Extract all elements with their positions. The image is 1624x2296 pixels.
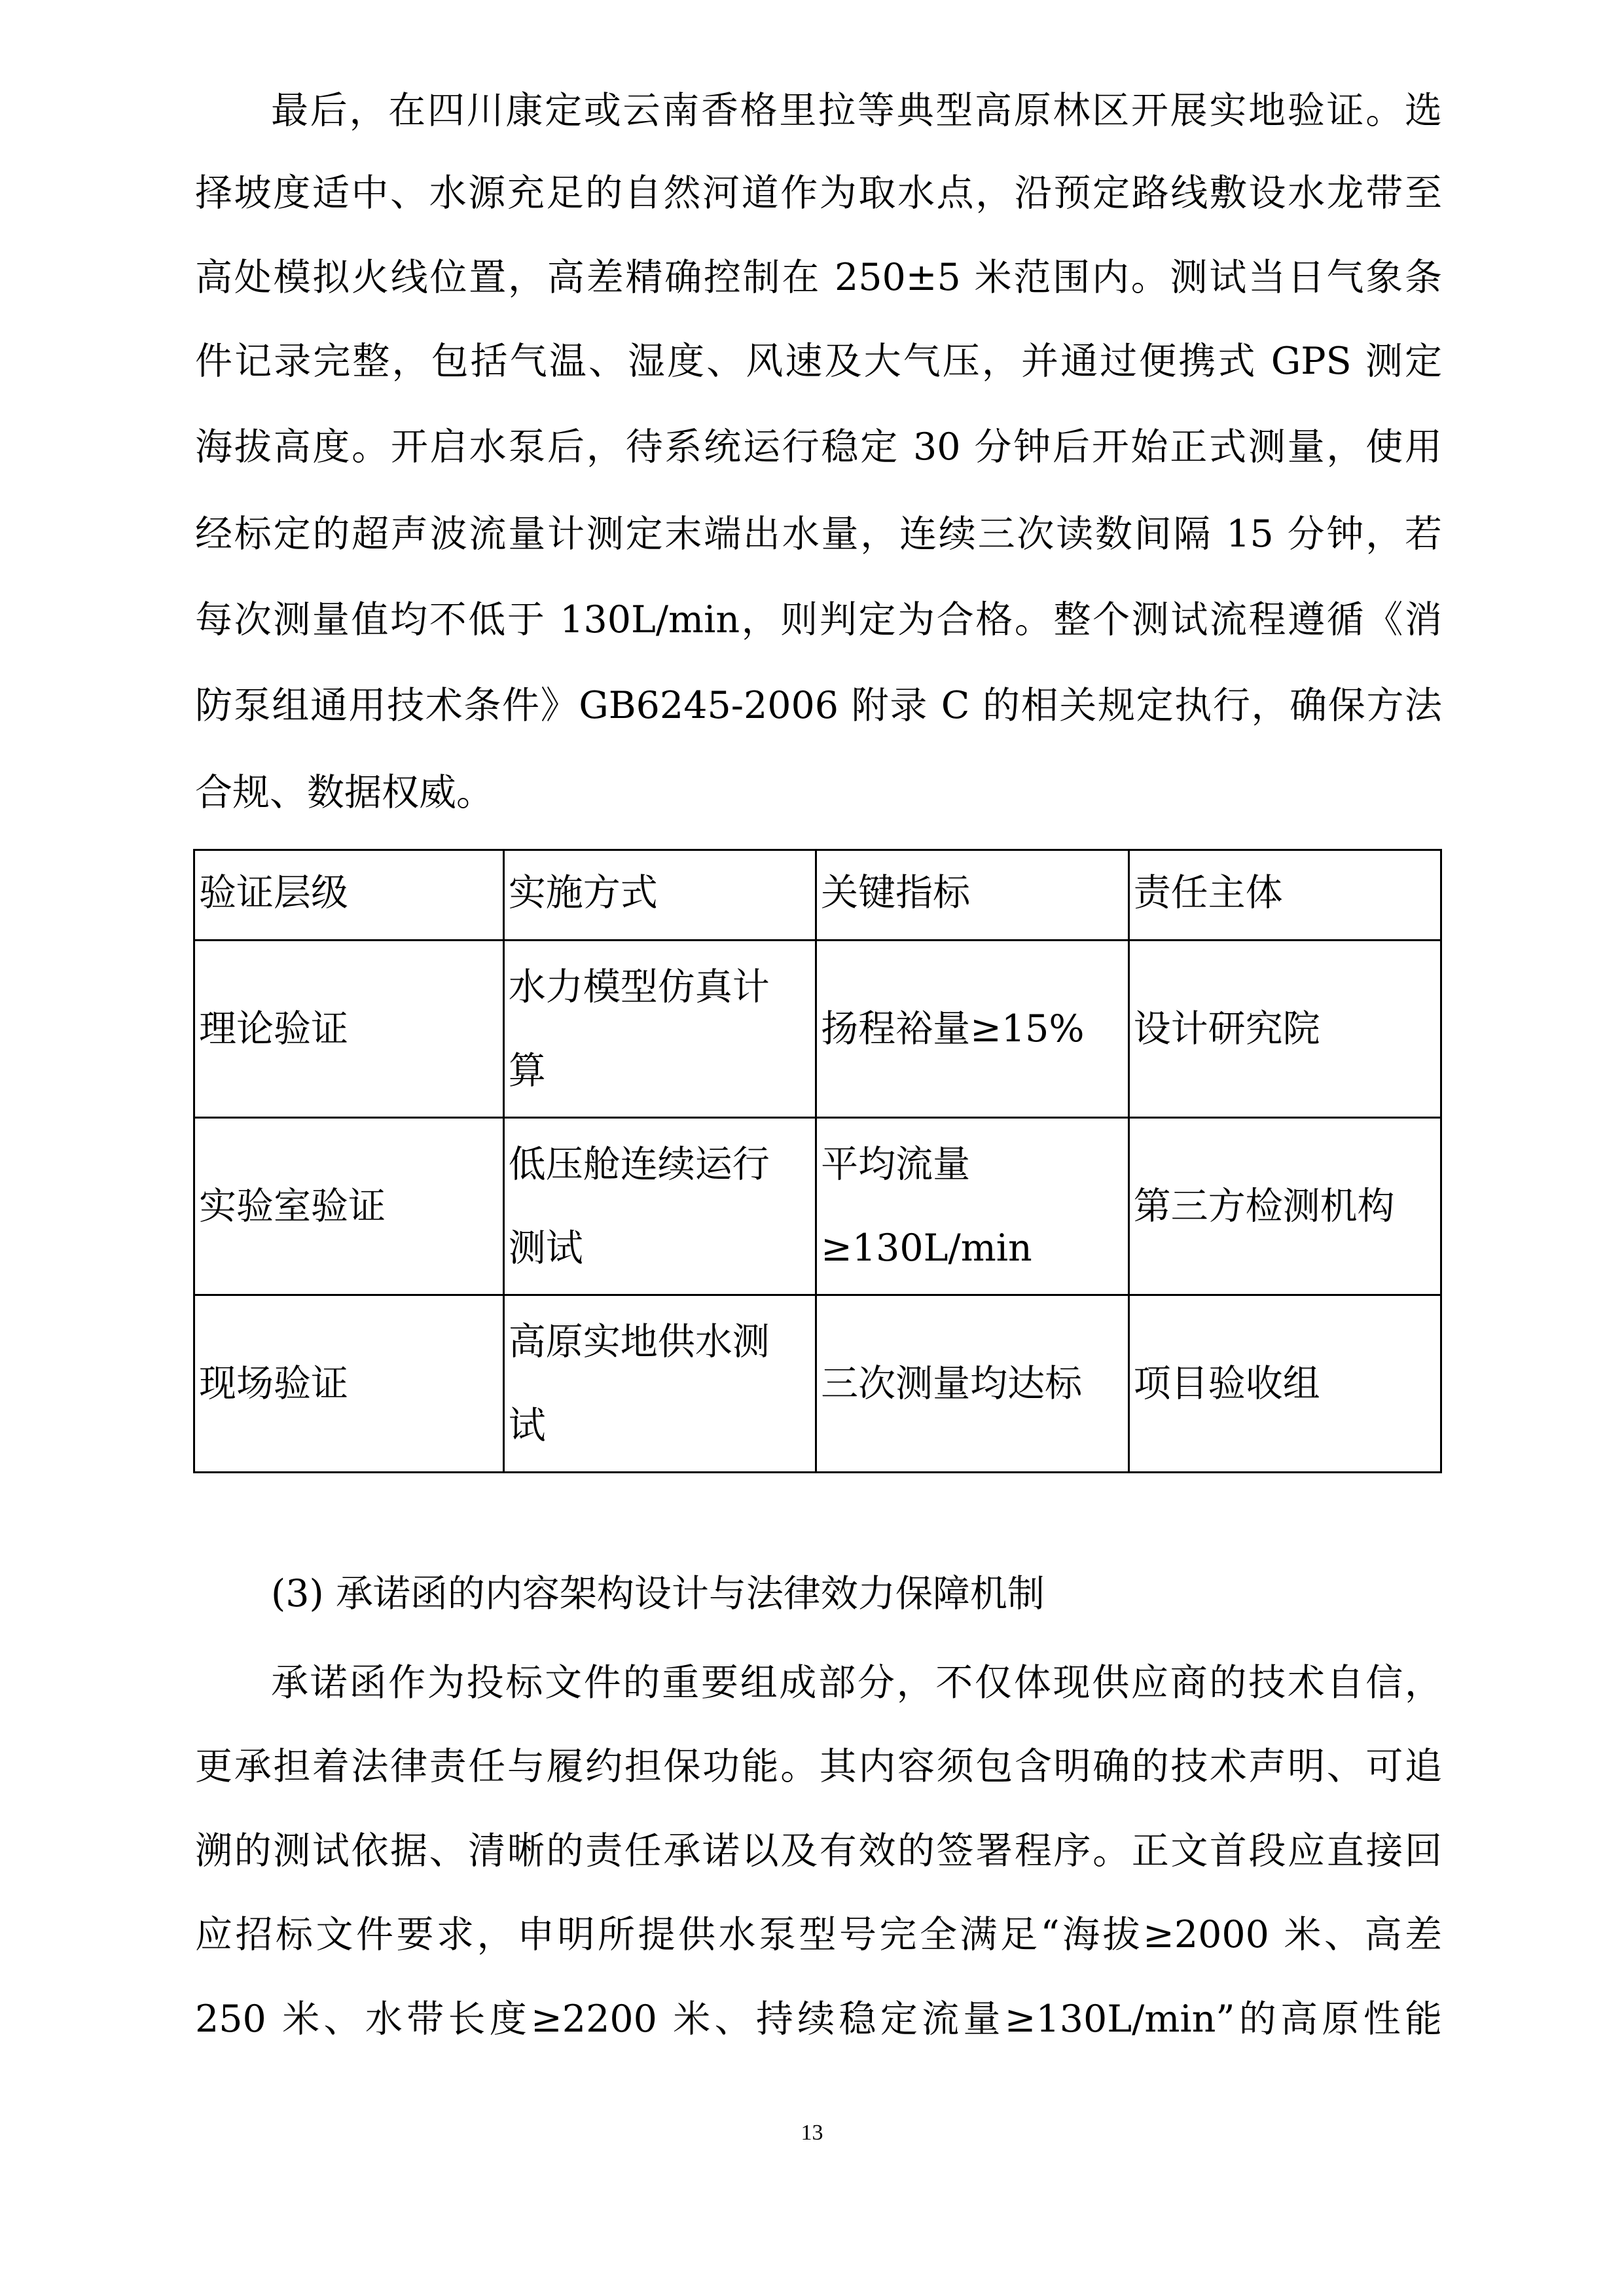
cell-text-line: 理论验证	[199, 1007, 348, 1050]
cell-text-line: 现场验证	[199, 1362, 348, 1405]
cell-text-line: 扬程裕量≥15%	[821, 1007, 1085, 1050]
paragraph-line: 合规、数据权威。	[195, 771, 494, 814]
table-row	[194, 1118, 1441, 1295]
table-header-cell: 关键指标	[816, 850, 1128, 941]
verification-table	[193, 849, 1442, 1473]
cell-text-line: 测试	[508, 1227, 583, 1270]
page-number: 13	[801, 2121, 823, 2145]
cell-text-line: ≥130L/min	[821, 1227, 1032, 1270]
paragraph-line: 最后，在四川康定或云南香格里拉等典型高原林区开展实地验证。选	[271, 89, 1442, 132]
paragraph-line: 防泵组通用技术条件》GB6245-2006 附录 C 的相关规定执行，确保方法	[195, 684, 1442, 727]
paragraph-line: 每次测量值均不低于 130L/min，则判定为合格。整个测试流程遵循《消	[195, 598, 1442, 641]
paragraph-line: 应招标文件要求，申明所提供水泵型号完全满足“海拔≥2000 米、高差	[195, 1913, 1442, 1956]
paragraph-line: 承诺函作为投标文件的重要组成部分，不仅体现供应商的技术自信，	[271, 1661, 1442, 1704]
paragraph-line: 更承担着法律责任与履约担保功能。其内容须包含明确的技术声明、可追	[195, 1745, 1442, 1788]
cell-text-line: 平均流量	[821, 1143, 971, 1186]
cell-text-line: 试	[508, 1404, 546, 1447]
table-cell	[194, 1118, 504, 1295]
cell-text-line: 第三方检测机构	[1133, 1185, 1395, 1228]
paragraph-line: 件记录完整，包括气温、湿度、风速及大气压，并通过便携式 GPS 测定	[195, 340, 1442, 383]
table-header-row	[194, 850, 1441, 941]
table-cell	[503, 1118, 816, 1295]
cell-text-line: 设计研究院	[1133, 1007, 1320, 1050]
section-heading: (3) 承诺函的内容架构设计与法律效力保障机制	[271, 1572, 1045, 1615]
table-cell	[1128, 1295, 1441, 1473]
table-header-cell: 责任主体	[1128, 850, 1441, 941]
table-row	[194, 941, 1441, 1118]
table-cell	[816, 941, 1128, 1118]
table-cell	[194, 941, 504, 1118]
table-cell	[1128, 941, 1441, 1118]
paragraph-line: 海拔高度。开启水泵后，待系统运行稳定 30 分钟后开始正式测量，使用	[195, 425, 1442, 469]
cell-text-line: 实验室验证	[199, 1185, 386, 1228]
table-cell	[194, 1295, 504, 1473]
cell-text-line: 水力模型仿真计	[508, 965, 770, 1009]
table-header-cell: 验证层级	[194, 850, 504, 941]
cell-text-line: 算	[508, 1049, 546, 1092]
paragraph-line: 高处模拟火线位置，高差精确控制在 250±5 米范围内。测试当日气象条	[195, 256, 1442, 299]
table-cell	[503, 941, 816, 1118]
table-cell	[816, 1118, 1128, 1295]
table-row	[194, 1295, 1441, 1473]
paragraph-line: 溯的测试依据、清晰的责任承诺以及有效的签署程序。正文首段应直接回	[195, 1829, 1442, 1873]
paragraph-line: 择坡度适中、水源充足的自然河道作为取水点，沿预定路线敷设水龙带至	[195, 171, 1442, 215]
cell-text-line: 低压舱连续运行	[508, 1143, 770, 1186]
paragraph-line: 250 米、水带长度≥2200 米、持续稳定流量≥130L/min”的高原性能	[195, 1998, 1442, 2041]
cell-text-line: 项目验收组	[1133, 1362, 1320, 1405]
table-header-cell: 实施方式	[503, 850, 816, 941]
table-cell	[816, 1295, 1128, 1473]
table-cell	[1128, 1118, 1441, 1295]
cell-text-line: 高原实地供水测	[508, 1320, 770, 1363]
table-cell	[503, 1295, 816, 1473]
cell-text-line: 三次测量均达标	[821, 1362, 1083, 1405]
paragraph-line: 经标定的超声波流量计测定末端出水量，连续三次读数间隔 15 分钟，若	[195, 512, 1442, 556]
